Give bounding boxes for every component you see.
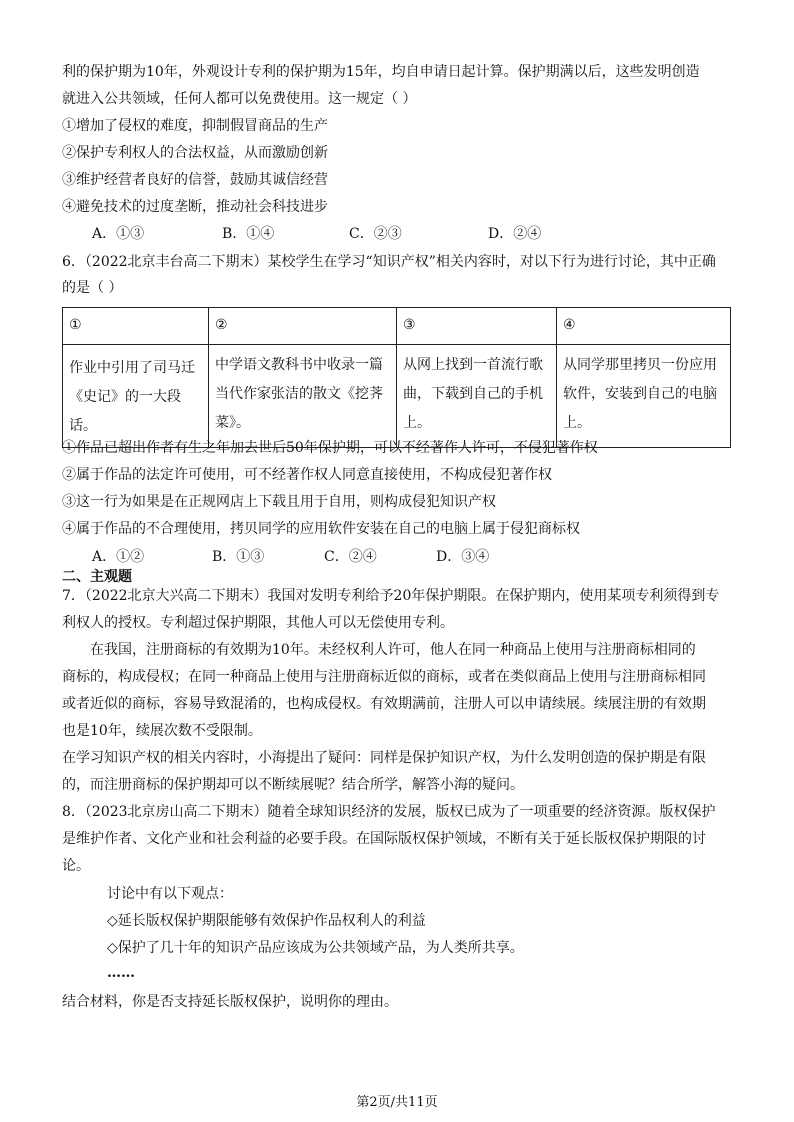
section-title: 二、主观题 bbox=[62, 569, 132, 585]
q6-stem-line-1: 6．（2022北京丰台高二下期末）某校学生在学习“知识产权”相关内容时，对以下行为进行讨论，其中正确 bbox=[62, 254, 716, 270]
cell-line: 当代作家张洁的散文《挖荠 bbox=[215, 386, 383, 402]
cell-line: 中学语文教科书中收录一篇 bbox=[215, 357, 383, 373]
q6-table-cell-3 bbox=[397, 345, 557, 448]
cell-line: 软件，安装到自己的电脑 bbox=[563, 386, 717, 402]
q6-table-header: ③ bbox=[397, 308, 557, 345]
q6-table-header: ④ bbox=[557, 308, 731, 345]
q6-table-row bbox=[63, 345, 731, 448]
q7-line: 利权人的授权。专利超过保护期限，其他人可以无偿使用专利。 bbox=[62, 615, 454, 631]
q6-item-1: ①作品已超出作者有生之年加去世后50年保护期，可以不经著作人许可，不侵犯著作权 bbox=[62, 440, 598, 456]
cell-line: 菜》。 bbox=[215, 415, 250, 431]
q7-line: 在学习知识产权的相关内容时，小海提出了疑问：同样是保护知识产权，为什么发明创造的保护期是有限 bbox=[62, 750, 706, 766]
q7-line: 商标的，构成侵权；在同一种商品上使用与注册商标近似的商标，或者在类似商品上使用与注册商标相同 bbox=[62, 669, 706, 685]
q8-line: 结合材料，你是否支持延长版权保护，说明你的理由。 bbox=[62, 994, 398, 1010]
q5-option-a[interactable]: A．①③ bbox=[92, 226, 145, 242]
q6-table-header: ② bbox=[209, 308, 397, 345]
q6-options bbox=[92, 546, 652, 568]
q5-option-d[interactable]: D．②④ bbox=[488, 226, 542, 242]
q6-option-c[interactable]: C．②④ bbox=[324, 549, 377, 565]
q5-item-1: ①增加了侵权的难度，抑制假冒商品的生产 bbox=[62, 118, 328, 134]
q5-stem-line-1: 利的保护期为10年，外观设计专利的保护期为15年，均自申请日起计算。保护期满以后，这些发明创造 bbox=[62, 64, 700, 80]
q6-table-cell-1 bbox=[63, 345, 209, 448]
q8-line: ◇保护了几十年的知识产品应该成为公共领域产品，为人类所共享。 bbox=[107, 940, 524, 956]
q5-stem-line-2: 就进入公共领域，任何人都可以免费使用。这一规定（ ） bbox=[62, 91, 417, 107]
q6-option-a[interactable]: A．①② bbox=[92, 549, 145, 565]
cell-line: 曲，下载到自己的手机 bbox=[403, 386, 543, 402]
q5-options bbox=[92, 223, 652, 245]
q8-line: …… bbox=[107, 965, 135, 981]
cell-line: 上。 bbox=[403, 415, 431, 431]
q6-stem-line-2: 的是（ ） bbox=[62, 280, 123, 296]
q5-item-2: ②保护专利权人的合法权益，从而激励创新 bbox=[62, 145, 328, 161]
q6-table-cell-2 bbox=[209, 345, 397, 448]
q6-table-header-row bbox=[63, 308, 731, 345]
q7-line: 或者近似的商标，容易导致混淆的，也构成侵权。有效期满前，注册人可以申请续展。续展注册的有效期 bbox=[62, 696, 706, 712]
cell-line: 《史记》的一大段话。 bbox=[69, 388, 181, 434]
cell-line: 从网上找到一首流行歌 bbox=[403, 357, 543, 373]
q6-table-header: ① bbox=[63, 308, 209, 345]
q6-option-d[interactable]: D．③④ bbox=[436, 549, 490, 565]
q7-line: 在我国，注册商标的有效期为10年。未经权利人许可，他人在同一种商品上使用与注册商标相同的 bbox=[90, 642, 696, 658]
q6-item-3: ③这一行为如果是在正规网店上下载且用于自用，则构成侵犯知识产权 bbox=[62, 494, 496, 510]
cell-line: 上。 bbox=[563, 415, 591, 431]
cell-line: 从同学那里拷贝一份应用 bbox=[563, 357, 717, 373]
q8-line: 8．（2023北京房山高二下期末）随着全球知识经济的发展，版权已成为了一项重要的经济资源。版权保护 bbox=[62, 804, 716, 820]
q6-item-2: ②属于作品的法定许可使用，可不经著作权人同意直接使用，不构成侵犯著作权 bbox=[62, 467, 552, 483]
q5-option-b[interactable]: B．①④ bbox=[222, 226, 275, 242]
cell-line: 作业中引用了司马迁 bbox=[69, 359, 195, 376]
q6-table bbox=[62, 307, 731, 448]
q7-line: 7．（2022北京大兴高二下期末）我国对发明专利给予20年保护期限。在保护期内，使用某项专利须得到专 bbox=[62, 588, 720, 604]
q8-line: 讨论中有以下观点： bbox=[107, 886, 233, 902]
q6-item-4: ④属于作品的不合理使用，拷贝同学的应用软件安装在自己的电脑上属于侵犯商标权 bbox=[62, 521, 580, 537]
q6-option-b[interactable]: B．①③ bbox=[212, 549, 265, 565]
page-number: 第2页/共11页 bbox=[356, 1095, 438, 1110]
q8-line: ◇延长版权保护期限能够有效保护作品权利人的利益 bbox=[107, 913, 426, 929]
q5-item-3: ③维护经营者良好的信誉，鼓励其诚信经营 bbox=[62, 172, 328, 188]
q8-line: 是维护作者、文化产业和社会利益的必要手段。在国际版权保护领域，不断有关于延长版权保护期限的讨 bbox=[62, 831, 706, 847]
q6-table-cell-4 bbox=[557, 345, 731, 448]
q7-line: 也是10年，续展次数不受限制。 bbox=[62, 723, 262, 739]
q8-line: 论。 bbox=[62, 858, 90, 874]
q5-item-4: ④避免技术的过度垄断，推动社会科技进步 bbox=[62, 199, 328, 215]
q5-option-c[interactable]: C．②③ bbox=[349, 226, 402, 242]
q7-line: 的，而注册商标的保护期却可以不断续展呢？结合所学，解答小海的疑问。 bbox=[62, 777, 524, 793]
